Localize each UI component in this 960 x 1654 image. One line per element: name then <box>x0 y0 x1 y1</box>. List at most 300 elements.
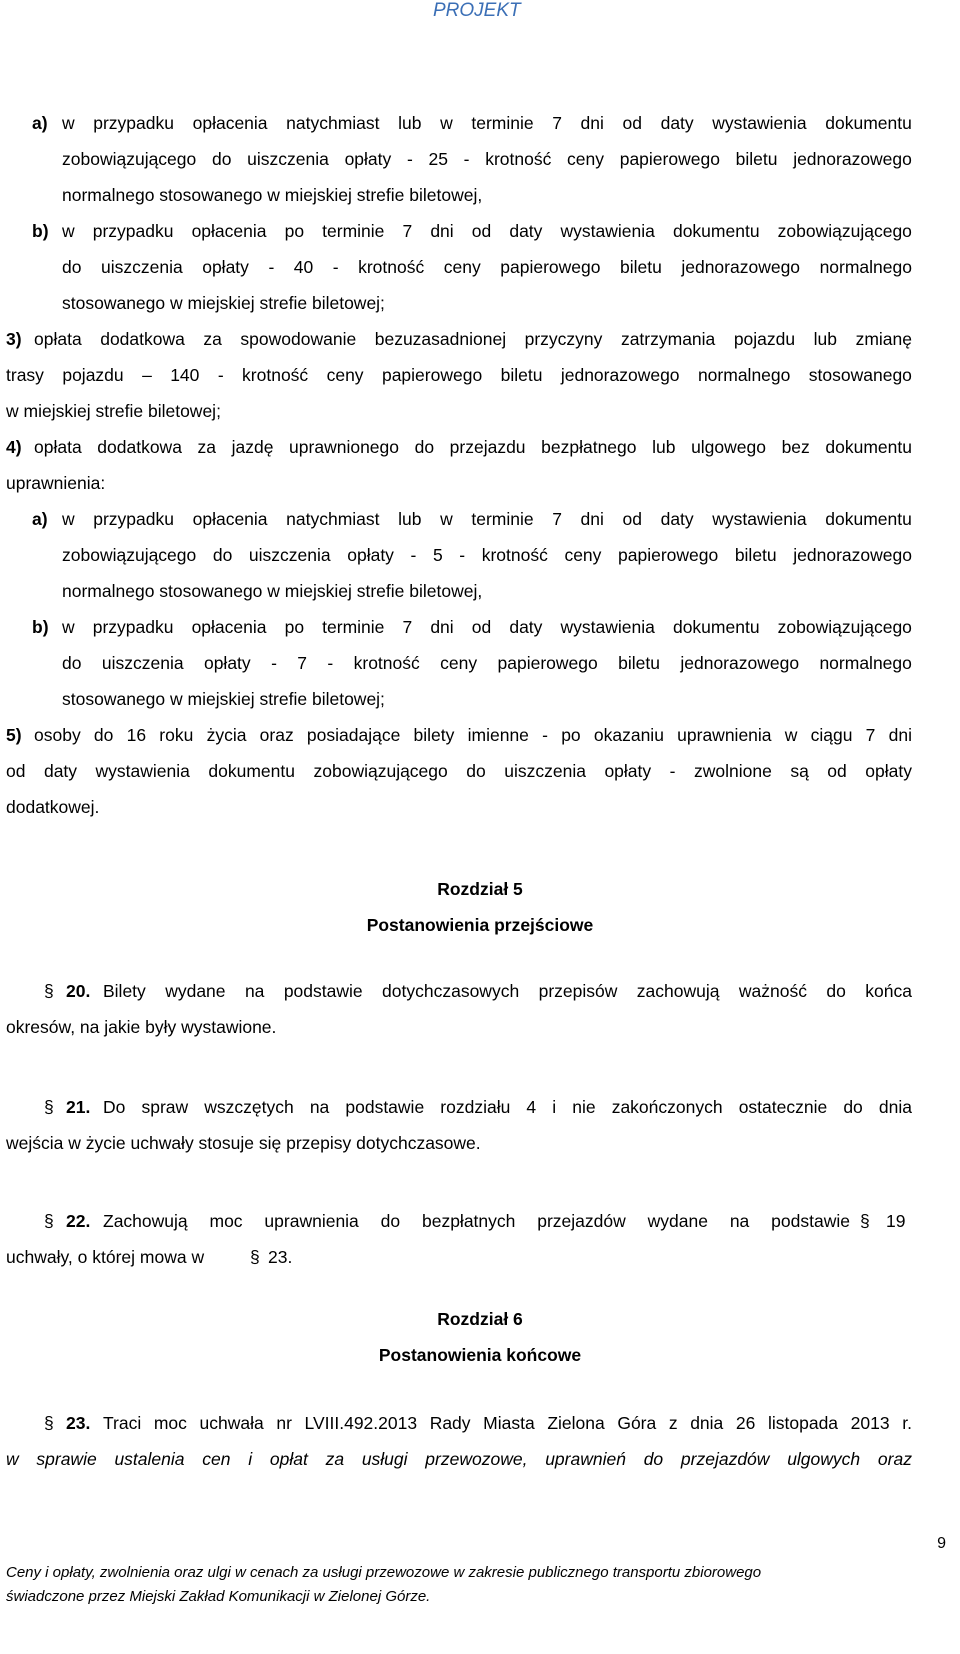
word: opłaty <box>604 761 652 781</box>
word: wystawienia <box>712 509 807 529</box>
word: biletu <box>735 149 778 169</box>
word: opłaty <box>203 653 251 673</box>
line-text <box>62 542 912 568</box>
line-text: stosowanego w miejskiej strefie biletowej; <box>62 293 385 313</box>
word: Rady <box>429 1413 471 1433</box>
word: pojazdu <box>62 365 124 385</box>
word: wystawienia <box>560 221 655 241</box>
word: dokumentu <box>672 617 760 637</box>
word: 7 <box>865 725 876 745</box>
word: – <box>142 365 152 385</box>
word: Zielona <box>547 1413 605 1433</box>
word: rozdziału <box>440 1097 511 1117</box>
word: ceny <box>440 653 478 673</box>
paragraph-text <box>103 978 912 1004</box>
word: krotność <box>358 257 425 277</box>
word: do <box>466 761 486 781</box>
word: daty <box>660 113 694 133</box>
word: lub <box>652 437 676 457</box>
word: - <box>463 149 470 169</box>
word: do <box>211 149 232 169</box>
word: natychmiast <box>286 113 380 133</box>
word: osoby <box>34 725 81 745</box>
word: spraw <box>141 1097 189 1117</box>
word: dni <box>888 725 912 745</box>
word: są <box>790 761 809 781</box>
word: opłacenia <box>192 509 268 529</box>
word: 40 <box>293 257 314 277</box>
footer-line: świadczone przez Miejski Zakład Komunikacji w Zielonej Górze. <box>6 1588 431 1605</box>
word: papierowego <box>497 653 598 673</box>
line-text: stosowanego w miejskiej strefie biletowej; <box>62 689 385 709</box>
word: posiadające <box>306 725 401 745</box>
word: daty <box>43 761 78 781</box>
word: 7 <box>402 221 413 241</box>
word: moc <box>153 1413 187 1433</box>
word: uprawnienia <box>264 1211 359 1231</box>
word: za <box>325 1449 345 1469</box>
word: bez <box>781 437 810 457</box>
word: na <box>729 1211 750 1231</box>
word: od <box>622 509 642 529</box>
word: krotność <box>242 365 309 385</box>
word: - <box>406 149 413 169</box>
word: biletu <box>618 653 660 673</box>
word: jednorazowego <box>680 653 800 673</box>
word: - <box>410 545 417 565</box>
word: bezpłatnych <box>421 1211 516 1231</box>
word: ważność <box>738 981 807 1001</box>
line-text <box>62 254 912 280</box>
word: w <box>62 509 75 529</box>
word: od <box>6 761 26 781</box>
word: w <box>62 113 75 133</box>
word: opłaty <box>865 761 912 781</box>
word: przypadku <box>93 509 174 529</box>
word: zakończonych <box>611 1097 723 1117</box>
word: - <box>459 545 466 565</box>
line-text <box>62 146 912 172</box>
word: zobowiązującego <box>62 545 197 565</box>
text-line <box>0 434 960 460</box>
word: uprawnienia <box>677 725 772 745</box>
word: spowodowanie <box>240 329 357 349</box>
word: ceny <box>564 545 602 565</box>
line-text: normalnego stosowanego w miejskiej strefie biletowej, <box>62 185 483 205</box>
word: uiszczenia <box>100 257 183 277</box>
word: do <box>212 545 233 565</box>
word: uiszczenia <box>504 761 586 781</box>
word: w <box>62 221 75 241</box>
word: Zachowują <box>103 1211 188 1231</box>
word: ceny <box>567 149 605 169</box>
word: zobowiązującego <box>313 761 448 781</box>
paragraph-text <box>103 1208 850 1234</box>
list-marker: b) <box>32 221 49 241</box>
word: biletu <box>500 365 543 385</box>
text-line <box>0 110 960 136</box>
word: końca <box>865 981 912 1001</box>
word: normalnego <box>819 653 912 673</box>
word: Do <box>103 1097 126 1117</box>
word: 140 <box>170 365 200 385</box>
word: opłaty <box>347 545 394 565</box>
word: od <box>471 617 492 637</box>
list-marker: a) <box>32 113 48 133</box>
word: 7 <box>402 617 413 637</box>
chapter-subtitle: Postanowienia przejściowe <box>366 915 594 935</box>
word: bilety <box>413 725 455 745</box>
text-line <box>0 182 960 208</box>
text-line <box>0 218 960 244</box>
word: z <box>668 1413 678 1433</box>
word: Góra <box>617 1413 657 1433</box>
section-sign: § <box>44 1097 54 1117</box>
word: zobowiązującego <box>777 221 912 241</box>
section-sign: § <box>860 1211 870 1231</box>
word: wystawienia <box>712 113 807 133</box>
word: ciągu <box>810 725 853 745</box>
paragraph-number: 21. <box>66 1097 91 1117</box>
word: opłata <box>34 329 82 349</box>
paragraph-text: wejścia w życie uchwały stosuje się przepisy dotychczasowe. <box>6 1133 481 1153</box>
word: dokumentu <box>825 509 912 529</box>
section-reference: 23. <box>268 1247 293 1267</box>
word: 7 <box>552 509 562 529</box>
word: w <box>440 113 453 133</box>
word: r. <box>902 1413 912 1433</box>
chapter-title: Rozdział 6 <box>437 1309 523 1329</box>
word: ustalenia <box>114 1449 185 1469</box>
word: lub <box>398 509 422 529</box>
paragraph-number: 20. <box>66 981 91 1001</box>
word: - <box>268 257 275 277</box>
word: opłacenia <box>191 617 267 637</box>
line-text <box>34 326 912 352</box>
paragraph-line <box>0 1208 960 1234</box>
word: w <box>62 617 75 637</box>
paragraph-text: uchwały, o której mowa w <box>6 1247 205 1267</box>
word: terminie <box>471 509 534 529</box>
word: 26 <box>735 1413 756 1433</box>
text-line <box>0 542 960 568</box>
paragraph-line <box>0 1094 960 1120</box>
word: za <box>203 329 222 349</box>
paragraph-line <box>0 1130 960 1156</box>
paragraph-text <box>103 1410 912 1436</box>
word: w <box>6 1449 19 1469</box>
word: od <box>471 221 492 241</box>
word: natychmiast <box>286 509 380 529</box>
line-text <box>62 218 912 244</box>
word: Traci <box>103 1413 142 1433</box>
word: zwolnione <box>693 761 772 781</box>
page-header-label: PROJEKT <box>433 0 521 21</box>
line-text: normalnego stosowanego w miejskiej strefie biletowej, <box>62 581 483 601</box>
word: zatrzymania <box>620 329 716 349</box>
word: opłaty <box>202 257 249 277</box>
word: do <box>843 1097 863 1117</box>
word: uiszczenia <box>101 653 184 673</box>
footer-line: Ceny i opłaty, zwolnienia oraz ulgi w cenach za usługi przewozowe w zakresie publicznego transportu zbiorowego <box>6 1564 762 1581</box>
word: do <box>643 1449 664 1469</box>
word: uprawnień <box>545 1449 626 1469</box>
line-text <box>62 614 912 640</box>
word: przypadku <box>92 617 174 637</box>
word: usługi <box>361 1449 408 1469</box>
word: 16 <box>126 725 147 745</box>
word: uchwała <box>199 1413 264 1433</box>
word: sprawie <box>36 1449 97 1469</box>
word: Miasta <box>483 1413 535 1433</box>
line-text <box>6 362 912 388</box>
word: życia <box>206 725 247 745</box>
word: uiszczenia <box>248 545 331 565</box>
word: i <box>248 1449 253 1469</box>
word: bezuzasadnionej <box>374 329 507 349</box>
word: pojazdu <box>733 329 796 349</box>
word: podstawie <box>283 981 363 1001</box>
word: przypadku <box>93 113 174 133</box>
paragraph-number: 23. <box>66 1413 91 1433</box>
word: zachowują <box>636 981 720 1001</box>
word: opłaty <box>344 149 392 169</box>
word: na <box>309 1097 330 1117</box>
word: dokumentu <box>672 221 760 241</box>
section-sign: § <box>44 1211 54 1231</box>
word: opłacenia <box>191 221 267 241</box>
word: dni <box>580 113 604 133</box>
word: wystawienia <box>560 617 655 637</box>
word: nr <box>276 1413 292 1433</box>
word: dotychczasowych <box>382 981 520 1001</box>
word: krotność <box>353 653 420 673</box>
word: do <box>414 437 435 457</box>
word: na <box>244 981 265 1001</box>
word: papierowego <box>618 545 719 565</box>
word: ceny <box>326 365 364 385</box>
section-sign: § <box>44 1413 54 1433</box>
word: uprawnionego <box>289 437 399 457</box>
word: terminie <box>471 113 534 133</box>
word: oraz <box>259 725 294 745</box>
word: papierowego <box>500 257 601 277</box>
word: - <box>669 761 676 781</box>
word: zmianę <box>855 329 912 349</box>
word: - <box>332 257 339 277</box>
word: wydane <box>165 981 226 1001</box>
word: przyczyny <box>524 329 603 349</box>
word: za <box>197 437 217 457</box>
word: jednorazowego <box>793 149 912 169</box>
word: papierowego <box>381 365 483 385</box>
list-marker: 4) <box>6 437 22 457</box>
chapter-subtitle: Postanowienia końcowe <box>378 1345 582 1365</box>
list-marker: b) <box>32 617 49 637</box>
word: po <box>561 725 581 745</box>
word: biletu <box>619 257 662 277</box>
word: dnia <box>878 1097 912 1117</box>
word: podstawie <box>345 1097 425 1117</box>
word: dni <box>430 221 454 241</box>
word: przejazdu <box>449 437 526 457</box>
word: krotność <box>485 149 552 169</box>
word: po <box>284 221 305 241</box>
word: przejazdów <box>680 1449 770 1469</box>
word: wszczętych <box>204 1097 294 1117</box>
word: wystawienia <box>95 761 190 781</box>
word: wydane <box>647 1211 708 1231</box>
word: krotność <box>481 545 548 565</box>
paragraph-number: 22. <box>66 1211 91 1231</box>
word: oraz <box>877 1449 912 1469</box>
word: 7 <box>297 653 308 673</box>
word: jednorazowego <box>681 257 801 277</box>
word: jednorazowego <box>793 545 912 565</box>
word: i <box>552 1097 557 1117</box>
word: terminie <box>322 221 385 241</box>
word: 2013 <box>850 1413 890 1433</box>
word: opłata <box>34 437 82 457</box>
paragraph-line <box>0 1410 960 1436</box>
line-text <box>62 650 912 676</box>
word: dokumentu <box>825 113 912 133</box>
word: opłat <box>269 1449 308 1469</box>
line-text <box>34 722 912 748</box>
word: 5 <box>432 545 443 565</box>
line-text: w miejskiej strefie biletowej; <box>6 401 221 421</box>
chapter-title: Rozdział 5 <box>437 879 523 899</box>
word: podstawie <box>771 1211 850 1231</box>
word: 4 <box>526 1097 537 1117</box>
word: - <box>217 365 224 385</box>
word: biletu <box>734 545 777 565</box>
word: przypadku <box>92 221 174 241</box>
text-line <box>0 470 960 496</box>
word: zobowiązującego <box>777 617 912 637</box>
text-line <box>0 722 960 748</box>
word: daty <box>509 221 543 241</box>
word: roku <box>159 725 194 745</box>
word: papierowego <box>619 149 720 169</box>
word: od <box>622 113 642 133</box>
section-sign: § <box>250 1247 260 1267</box>
text-line <box>0 362 960 388</box>
word: trasy <box>6 365 44 385</box>
word: daty <box>509 617 543 637</box>
word: do <box>380 1211 401 1231</box>
word: od <box>827 761 847 781</box>
word: po <box>284 617 305 637</box>
text-line <box>0 506 960 532</box>
word: lub <box>398 113 422 133</box>
text-line <box>0 578 960 604</box>
paragraph-line <box>0 1014 960 1040</box>
word: listopada <box>767 1413 839 1433</box>
list-marker: 5) <box>6 725 22 745</box>
word: cen <box>202 1449 231 1469</box>
word: uiszczenia <box>247 149 329 169</box>
line-text <box>6 758 912 784</box>
line-text <box>62 506 912 532</box>
paragraph-line <box>0 1446 960 1472</box>
text-line <box>0 686 960 712</box>
word: moc <box>209 1211 243 1231</box>
word: ulgowych <box>787 1449 861 1469</box>
word: ulgowego <box>691 437 766 457</box>
paragraph-text <box>103 1094 912 1120</box>
word: w <box>440 509 453 529</box>
word: jednorazowego <box>560 365 680 385</box>
word: terminie <box>322 617 385 637</box>
paragraph-line <box>0 1244 960 1270</box>
word: 7 <box>552 113 562 133</box>
word: dokumentu <box>208 761 295 781</box>
word: LVIII.492.2013 <box>304 1413 418 1433</box>
word: do <box>93 725 114 745</box>
word: 25 <box>428 149 448 169</box>
line-text: dodatkowej. <box>6 797 100 817</box>
word: - <box>542 725 548 745</box>
list-marker: a) <box>32 509 48 529</box>
word: bezpłatnego <box>541 437 637 457</box>
word: dni <box>580 509 604 529</box>
word: do <box>62 653 82 673</box>
word: do <box>826 981 846 1001</box>
word: ceny <box>443 257 481 277</box>
word: dnia <box>690 1413 724 1433</box>
word: dodatkowa <box>97 437 182 457</box>
page-number: 9 <box>937 1535 946 1552</box>
word: nie <box>572 1097 596 1117</box>
word: normalnego <box>697 365 791 385</box>
text-line <box>0 650 960 676</box>
text-line <box>0 758 960 784</box>
word: - <box>271 653 277 673</box>
word: dodatkowa <box>100 329 185 349</box>
word: lub <box>813 329 838 349</box>
paragraph-text: okresów, na jakie były wystawione. <box>6 1017 277 1037</box>
text-line <box>0 794 960 820</box>
word: dokumentu <box>825 437 912 457</box>
line-text <box>34 434 912 460</box>
list-marker: 3) <box>6 329 22 349</box>
text-line <box>0 614 960 640</box>
word: okazaniu <box>593 725 664 745</box>
word: - <box>327 653 334 673</box>
word: przejazdów <box>537 1211 626 1231</box>
text-line <box>0 326 960 352</box>
word: dni <box>430 617 454 637</box>
word: daty <box>660 509 694 529</box>
section-sign: § <box>44 981 54 1001</box>
word: do <box>62 257 82 277</box>
text-line <box>0 290 960 316</box>
word: stosowanego <box>808 365 912 385</box>
word: ostatecznie <box>738 1097 828 1117</box>
section-reference: 19 <box>886 1211 906 1231</box>
paragraph-line <box>0 978 960 1004</box>
text-line <box>0 146 960 172</box>
word: normalnego <box>819 257 912 277</box>
word: przepisów <box>538 981 618 1001</box>
word: zobowiązującego <box>62 149 197 169</box>
text-line <box>0 398 960 424</box>
paragraph-text <box>6 1446 912 1472</box>
word: opłacenia <box>192 113 268 133</box>
word: w <box>784 725 798 745</box>
text-line <box>0 254 960 280</box>
